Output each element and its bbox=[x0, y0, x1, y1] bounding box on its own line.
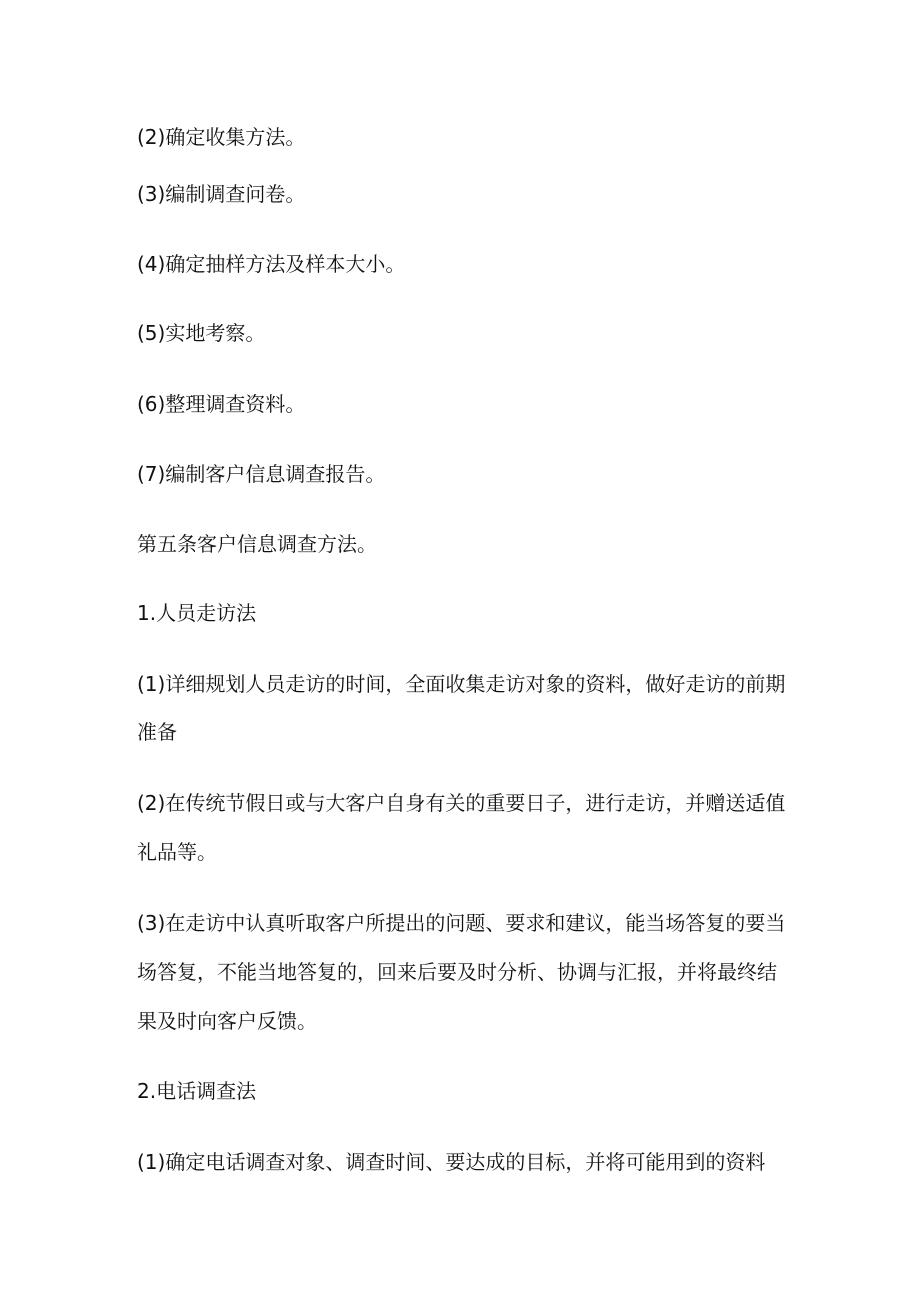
subheading-phone-survey: 2.电话调查法 bbox=[137, 1079, 257, 1103]
section-heading-article-5: 第五条客户信息调查方法。 bbox=[137, 532, 377, 556]
paragraph-visit-2-line-1: (2)在传统节假日或与大客户自身有关的重要日子，进行走访，并赠送适值 bbox=[137, 791, 786, 815]
list-item-questionnaire: (3)编制调查问卷。 bbox=[137, 182, 306, 206]
paragraph-visit-3-line-1: (3)在走访中认真听取客户所提出的问题、要求和建议，能当场答复的要当 bbox=[137, 911, 786, 935]
paragraph-visit-1-line-1: (1)详细规划人员走访的时间，全面收集走访对象的资料，做好走访的前期 bbox=[137, 672, 786, 696]
paragraph-visit-2-line-2: 礼品等。 bbox=[137, 840, 217, 864]
list-item-field-survey: (5)实地考察。 bbox=[137, 321, 266, 345]
paragraph-visit-1-line-2: 准备 bbox=[137, 720, 177, 744]
subheading-visit-method: 1.人员走访法 bbox=[137, 601, 257, 625]
list-item-report: (7)编制客户信息调查报告。 bbox=[137, 462, 386, 486]
list-item-sampling: (4)确定抽样方法及样本大小。 bbox=[137, 252, 406, 276]
list-item-collect-method: (2)确定收集方法。 bbox=[137, 125, 306, 149]
list-item-organize-data: (6)整理调查资料。 bbox=[137, 392, 306, 416]
paragraph-visit-3-line-3: 果及时向客户反馈。 bbox=[137, 1009, 317, 1033]
paragraph-visit-3-line-2: 场答复，不能当地答复的，回来后要及时分析、协调与汇报，并将最终结 bbox=[137, 960, 777, 984]
paragraph-phone-1-line-1: (1)确定电话调查对象、调查时间、要达成的目标，并将可能用到的资料 bbox=[137, 1150, 766, 1174]
